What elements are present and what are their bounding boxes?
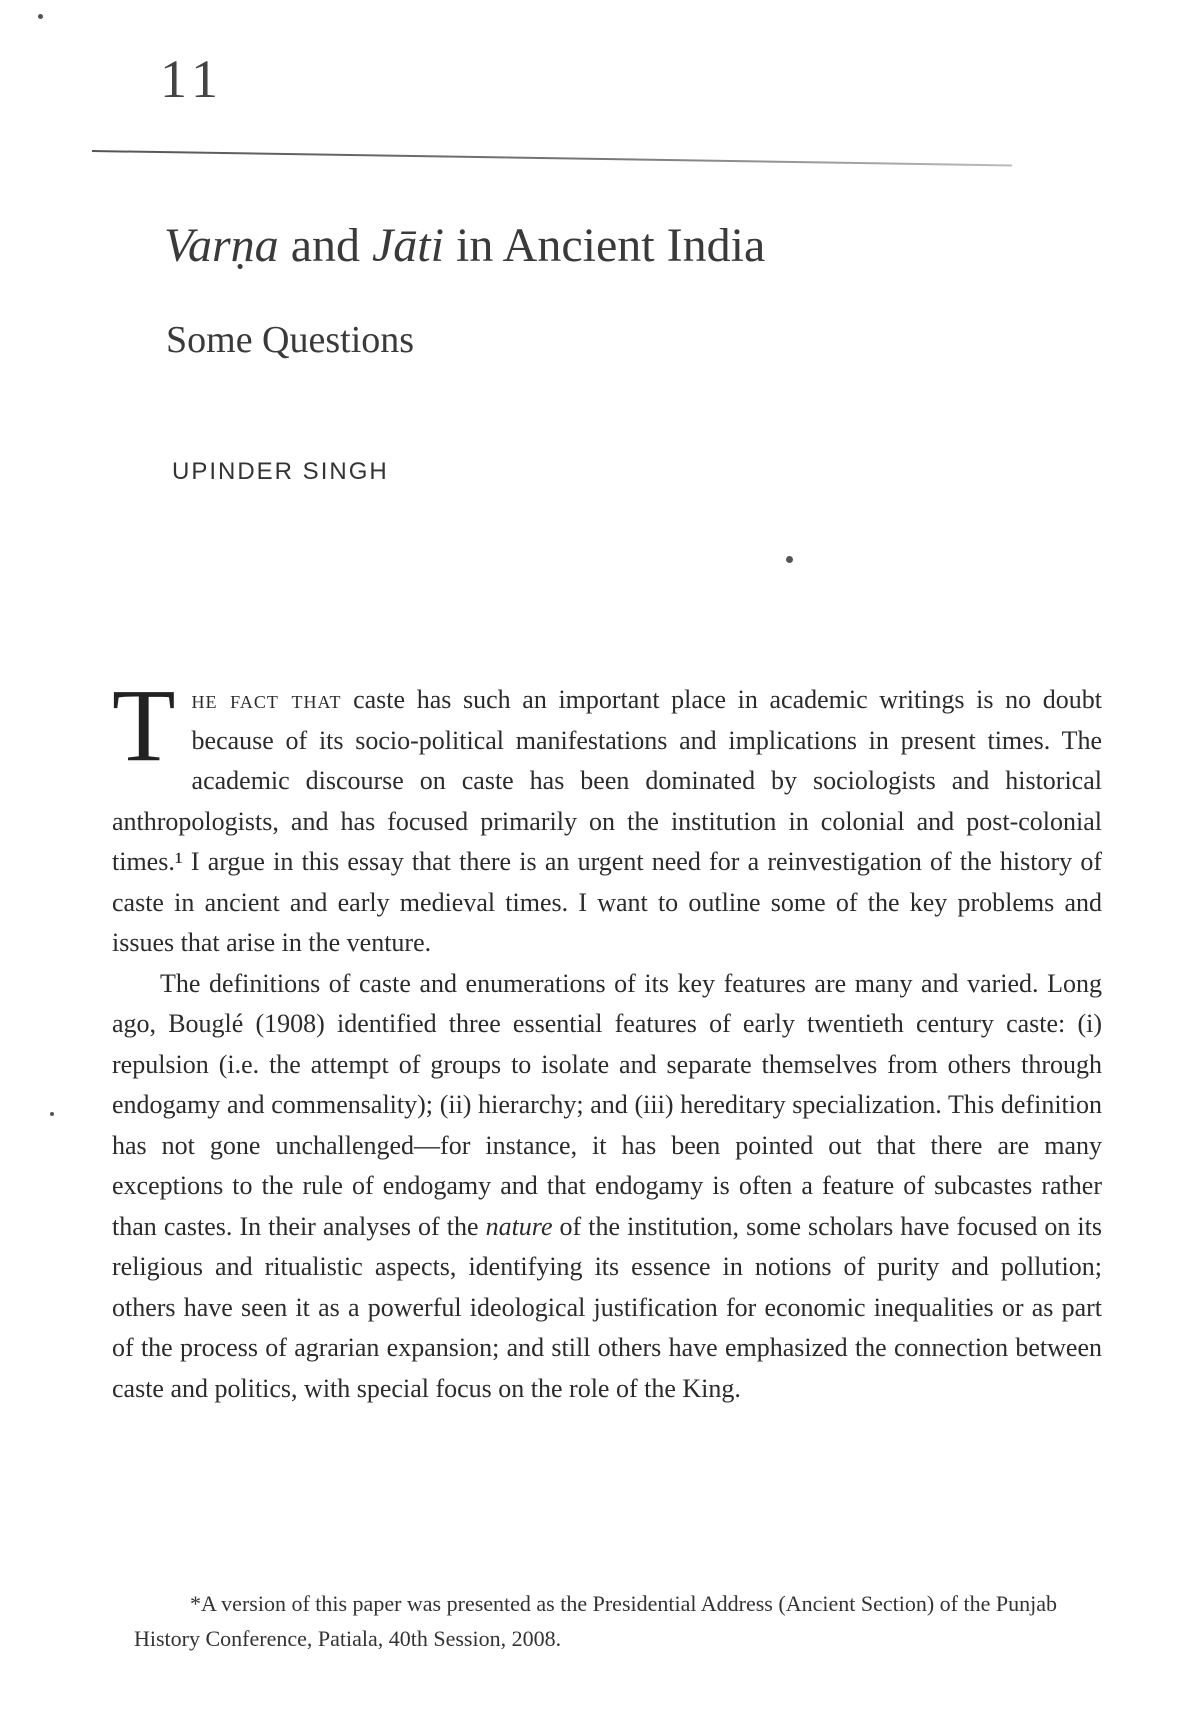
chapter-number: 11 bbox=[160, 49, 224, 109]
lead-in: he fact that bbox=[191, 685, 342, 714]
paragraph-2-text: The definitions of caste and enumerations of its key features are many and varied. Long ago, Bouglé (1908) identified three essential features of early twentieth century caste: (i) repulsion (i.e. the attempt of groups to isolate and separate themselves from others through endogamy and commensality); (ii) hierarchy; and (iii) hereditary specialization. This definition has not gone unchallenged—for instance, it has been pointed out that there are many exceptions to the rule of endogamy and that endogamy is often a feature of subcastes rather than castes. In their analyses of the bbox=[112, 968, 1102, 1241]
title-word-jati: Jāti bbox=[372, 219, 444, 272]
paragraph-2-end: of the institution, some scholars have focused on its religious and ritualistic aspects, identifying its essence in notions of purity and pollution; others have seen it as a powerful ideological justification for economic inequalities or as part of the process of agrarian expansion; and still others have emphasized the connection between caste and politics, with special focus on the role of the King. bbox=[112, 1211, 1102, 1403]
chapter-subtitle: Some Questions bbox=[166, 319, 415, 361]
drop-cap: T bbox=[112, 668, 176, 783]
paragraph-2-italic: nature bbox=[485, 1211, 553, 1241]
scan-speck bbox=[50, 1112, 54, 1116]
body-text bbox=[112, 668, 1102, 1409]
author-name: UPINDER SINGH bbox=[172, 458, 389, 485]
paragraph-1 bbox=[112, 668, 1102, 964]
header-rule bbox=[92, 150, 1012, 166]
chapter-title bbox=[164, 218, 765, 273]
scan-speck bbox=[38, 14, 43, 19]
paragraph-1-text: caste has such an important place in academic writings is no doubt because of its socio-political manifestations and implications in present times. The academic discourse on caste has been dominated by sociologists and historical anthropologists, and has focused primarily on the institution in colonial and post-colonial times.¹ I argue in this essay that there is an urgent need for a reinvestigation of the history of caste in ancient and early medieval times. I want to outline some of the key problems and issues that arise in the venture. bbox=[112, 685, 1102, 957]
title-word-and: and bbox=[278, 219, 372, 272]
title-word-varna: Varṇa bbox=[164, 219, 279, 272]
scan-speck bbox=[786, 556, 793, 563]
footnote: *A version of this paper was presented as the Presidential Address (Ancient Section) of the Punjab History Conference, Patiala, 40th Session, 2008. bbox=[134, 1591, 1057, 1651]
paragraph-2 bbox=[112, 964, 1102, 1410]
title-rest: in Ancient India bbox=[443, 219, 766, 272]
